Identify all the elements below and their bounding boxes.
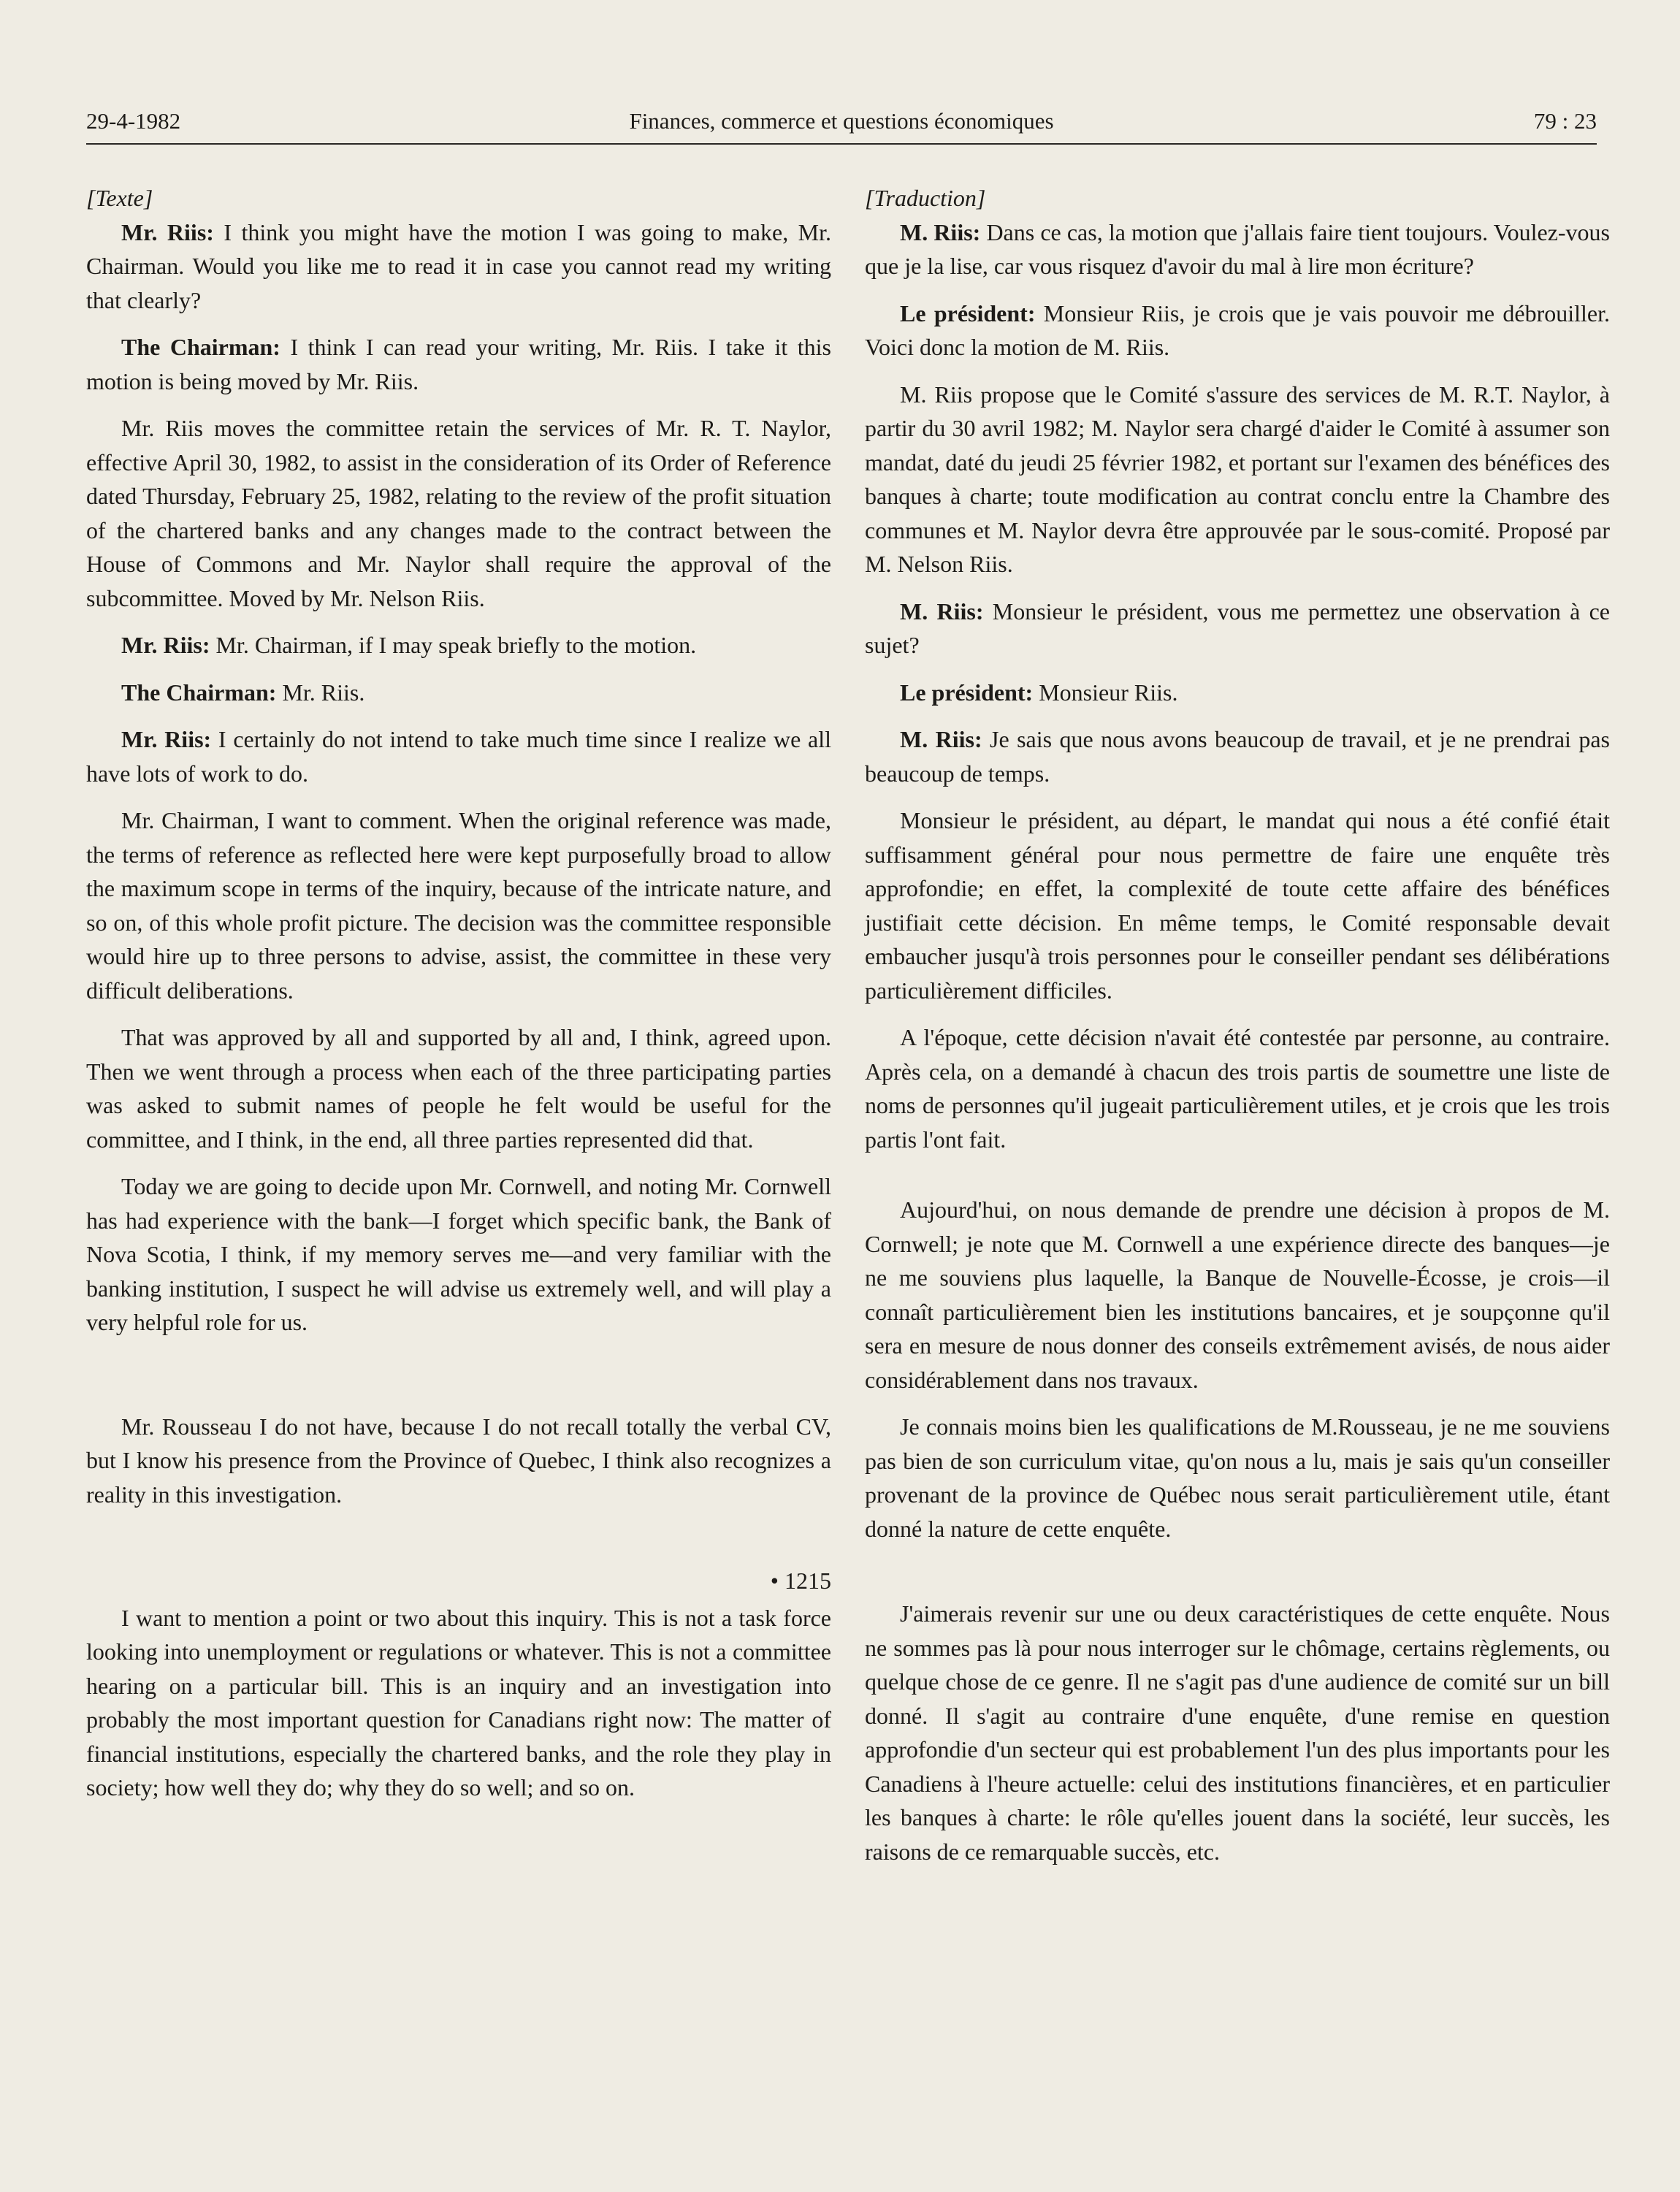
time-marker: • 1215 [770, 1567, 831, 1594]
paragraph [86, 628, 831, 662]
paragraph: Mr. Chairman, I want to comment. When the original reference was made, the terms of reference as reflected here were kept purposefully broad to allow the maximum scope in terms of the inquiry, because of the intricate nature, and so on, of this whole profit picture. The decision was the committee responsible would hire up to three persons to advise, assist, the committee in these very difficult deliberations. [86, 807, 831, 1004]
speech-text: I certainly do not intend to take much time since I realize we all have lots of work to do. [86, 726, 832, 787]
paragraph [86, 215, 831, 318]
paragraph: That was approved by all and supported by all and, I think, agreed upon. Then we went through a process when each of the three participating parties was asked to submit names of people he felt would be useful for the committee, and I think, in the end, all three parties represented did that. [86, 1024, 831, 1153]
speech-text: I think you might have the motion I was going to make, Mr. Chairman. Would you like me to read it in case you cannot read my writing that clearly? [86, 218, 832, 313]
speaker-name: M. Riis: [900, 726, 982, 752]
paragraph [865, 676, 1610, 710]
speaker-name: The Chairman: [121, 679, 277, 706]
paragraph: Monsieur le président, au départ, le mandat qui nous a été confié était suffisamment général pour nous permettre de faire une enquête très approfondie; en effet, la complexité de toute cette affaire des bénéfices justifiait cette décision. En même temps, le Comité responsable devait embaucher jusqu'à trois personnes pour le conseiller pendant ses délibérations particulièrement difficiles. [865, 807, 1610, 1004]
speaker-name: Le président: [900, 299, 1036, 326]
english-column [86, 181, 831, 1818]
paragraph [86, 330, 831, 398]
language-tag: [Traduction] [865, 185, 986, 211]
speech-text: Monsieur le président, vous me permettez une observation à ce sujet? [865, 597, 1611, 658]
paragraph: Aujourd'hui, on nous demande de prendre une décision à propos de M. Cornwell; je note que M. Cornwell a une expérience directe des banques—je ne me souviens plus laquelle, la Banque de Nouvelle-Écosse, je crois—il connaît particulièrement bien les institutions bancaires, et je soupçonne qu'il sera en mesure de nous donner des conseils extrêmement avisés, de nous aider considérablement dans nos travaux. [865, 1196, 1610, 1393]
language-tag: [Texte] [86, 185, 153, 211]
header-page-number: 79 : 23 [1533, 108, 1597, 134]
header-date: 29-4-1982 [86, 108, 181, 134]
speech-text: Je sais que nous avons beaucoup de travail, et je ne prendrai pas beaucoup de temps. [865, 726, 1611, 787]
paragraph: A l'époque, cette décision n'avait été contestée par personne, au contraire. Après cela, on a demandé à chacun des trois partis de soumettre une liste de noms de personnes qu'il jugeait particulièrement utiles, et je crois que les trois partis l'ont fait. [865, 1024, 1610, 1153]
paragraph [865, 297, 1610, 364]
paragraph: Je connais moins bien les qualifications de M.Rousseau, je ne me souviens pas bien de son curriculum vitae, qu'on nous a lu, mais je sais qu'un conseiller provenant de la province de Québec nous serait particulièrement utile, étant donné la nature de cette enquête. [865, 1413, 1610, 1542]
speech-text: Monsieur Riis, je crois que je vais pouvoir me débrouiller. Voici donc la motion de M. Riis. [865, 299, 1611, 360]
speaker-name: Le président: [900, 679, 1034, 706]
speech-text: Mr. Chairman, if I may speak briefly to the motion. [210, 632, 697, 658]
paragraph [865, 722, 1610, 790]
paragraph: I want to mention a point or two about this inquiry. This is not a task force looking into unemployment or regulations or whatever. This is not a committee hearing on a particular bill. This is an inquiry and an investigation into probably the most important question for Canadians right now: The matter of financial institutions, especially the chartered banks, and the role they play in society; how well they do; why they do so well; and so on. [86, 1604, 831, 1800]
speaker-name: M. Riis: [900, 218, 981, 245]
speech-text: I think I can read your writing, Mr. Riis. I take it this motion is being moved by Mr. Riis. [86, 334, 831, 394]
paragraph [86, 722, 831, 790]
paragraph: Today we are going to decide upon Mr. Cornwell, and noting Mr. Cornwell has had experience with the bank—I forget which specific bank, the Bank of Nova Scotia, I think, if my memory serves me—and very familiar with the banking institution, I suspect he will advise us extremely well, and will play a very helpful role for us. [86, 1173, 831, 1335]
paragraph: J'aimerais revenir sur une ou deux caractéristiques de cette enquête. Nous ne sommes pas là pour nous interroger sur le chômage, certains règlements, ou quelque chose de ce genre. Il ne s'agit pas d'une audience de comité sur un bill donné. Il s'agit au contraire d'une enquête, d'une remise en question approfondie d'un secteur qui est probablement l'un des plus importants pour les Canadiens à l'heure actuelle: celui des institutions financières, et en particulier les banques à charte: le rôle qu'elles jouent dans la société, leur succès, les raisons de ce remarquable succès, etc. [865, 1600, 1610, 1865]
paragraph [865, 215, 1610, 283]
speaker-name: Mr. Riis: [121, 632, 210, 658]
speech-text: Mr. Riis. [276, 679, 365, 706]
paragraph [865, 595, 1610, 662]
speaker-name: M. Riis: [900, 597, 984, 625]
page-header [86, 108, 1597, 146]
paragraph: Mr. Rousseau I do not have, because I do not recall totally the verbal CV, but I know his presence from the Province of Quebec, I think also recognizes a reality in this investigation. [86, 1413, 831, 1508]
paragraph: Mr. Riis moves the committee retain the services of Mr. R. T. Naylor, effective April 30, 1982, to assist in the consideration of its Order of Reference dated Thursday, February 25, 1982, relating to the review of the profit situation of the chartered banks and any changes made to the contract between the House of Commons and Mr. Naylor shall require the approval of the subcommittee. Moved by Mr. Nelson Riis. [86, 415, 831, 611]
french-column [865, 181, 1610, 1882]
speaker-name: Mr. Riis: [121, 218, 214, 245]
header-title: Finances, commerce et questions économiques [629, 108, 1054, 134]
header-rule [86, 143, 1597, 145]
speech-text: Monsieur Riis. [1033, 679, 1178, 706]
speaker-name: The Chairman: [121, 334, 280, 360]
paragraph [86, 676, 831, 710]
paragraph: M. Riis propose que le Comité s'assure des services de M. R.T. Naylor, à partir du 30 avril 1982; M. Naylor sera chargé d'aider le Comité à assumer son mandat, daté du jeudi 25 février 1982, et portant sur l'examen des bénéfices des banques à charte; toute modification au contrat conclu entre la Chambre des communes et M. Naylor devra être approuvée par le sous-comité. Proposé par M. Nelson Riis. [865, 381, 1610, 577]
speaker-name: Mr. Riis: [121, 726, 212, 752]
speech-text: Dans ce cas, la motion que j'allais faire tient toujours. Voulez-vous que je la lise, car vous risquez d'avoir du mal à lire mon écriture? [865, 218, 1611, 279]
